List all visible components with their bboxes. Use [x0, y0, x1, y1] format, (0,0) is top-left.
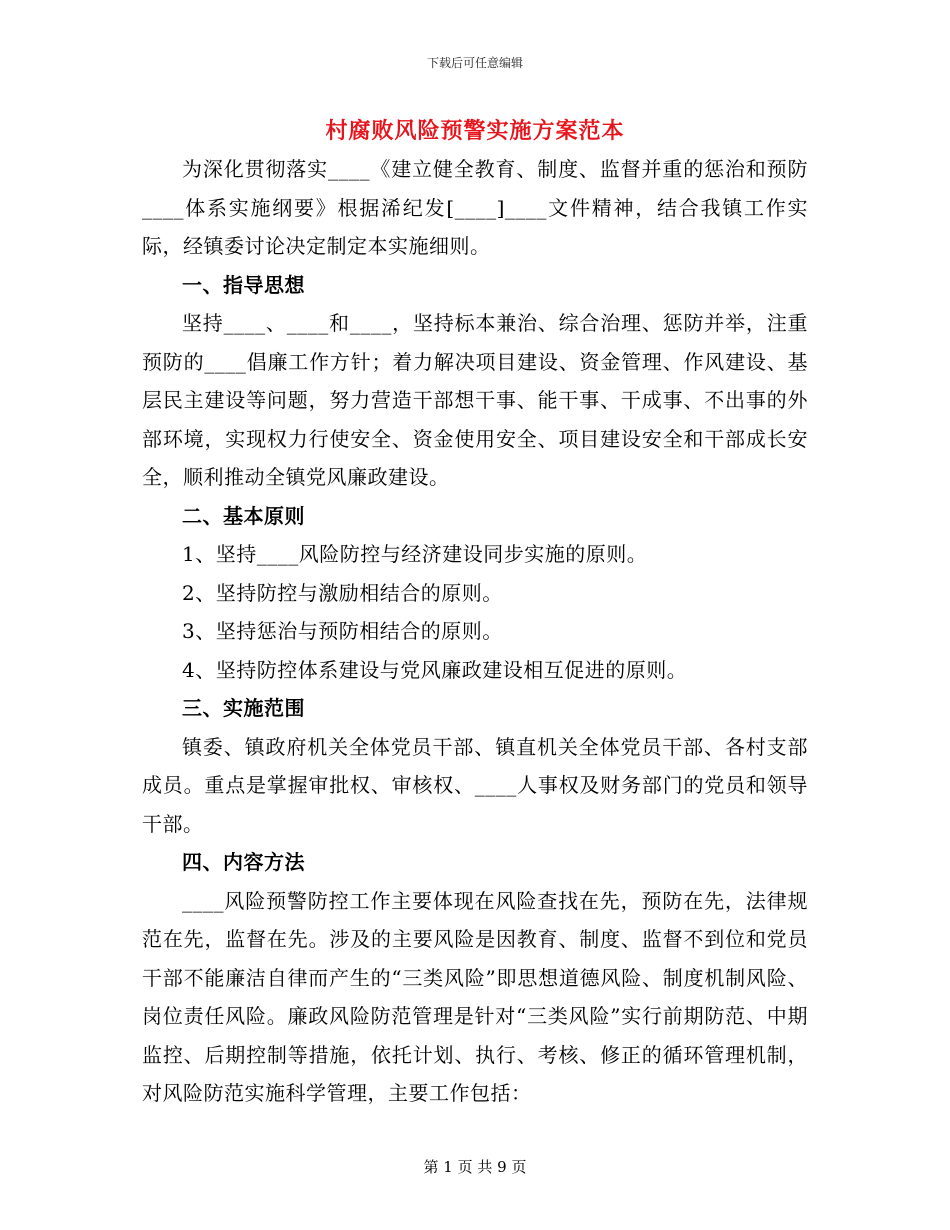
page-number-footer: 第 1 页 共 9 页 [423, 1158, 527, 1176]
page-header-note: 下载后可任意编辑 [426, 56, 523, 70]
content-methods-paragraph: ____风险预警防控工作主要体现在风险查找在先，预防在先，法律规范在先，监督在先。涉及的主要风险是因教育、制度、监督不到位和党员干部不能廉洁自律而产生的“三类风险”即思想道德风险、制度机制风险、岗位责任风险。廉政风险防范管理是针对“三类风险”实行前期防范、中期监控、后期控制等措施，依托计划、执行、考核、修正的循环管理机制，对风险防范实施科学管理，主要工作包括： [142, 888, 808, 1105]
guiding-ideology-paragraph: 坚持____、____和____，坚持标本兼治、综合治理、惩防并举，注重预防的____倡廉工作方针；着力解决项目建设、资金管理、作风建设、基层民主建设等问题，努力营造干部想干事、能干事、干成事、不出事的外部环境，实现权力行使安全、资金使用安全、项目建设安全和干部成长安全，顺利推动全镇党风廉政建设。 [142, 311, 808, 489]
scope-paragraph: 镇委、镇政府机关全体党员干部、镇直机关全体党员干部、各村支部成员。重点是掌握审批权、审核权、____人事权及财务部门的党员和领导干部。 [142, 734, 808, 836]
principle-item-3: 3、坚持惩治与预防相结合的原则。 [182, 619, 503, 643]
section-heading-guiding-ideology: 一、指导思想 [182, 272, 305, 297]
intro-paragraph: 为深化贯彻落实____《建立健全教育、制度、监督并重的惩治和预防____体系实施纲要》根据浠纪发[____]____文件精神，结合我镇工作实际，经镇委讨论决定制定本实施细则。 [142, 157, 808, 258]
document-body [142, 150, 808, 1113]
section-heading-scope: 三、实施范围 [182, 696, 305, 720]
section-heading-content-methods: 四、内容方法 [182, 850, 305, 874]
principle-item-2: 2、坚持防控与激励相结合的原则。 [182, 580, 503, 605]
document-title: 村腐败风险预警实施方案范本 [325, 118, 625, 144]
section-heading-basic-principles: 二、基本原则 [182, 503, 305, 528]
principle-item-1: 1、坚持____风险防控与经济建设同步实施的原则。 [182, 542, 648, 566]
principle-item-4: 4、坚持防控体系建设与党风廉政建设相互促进的原则。 [182, 657, 688, 682]
